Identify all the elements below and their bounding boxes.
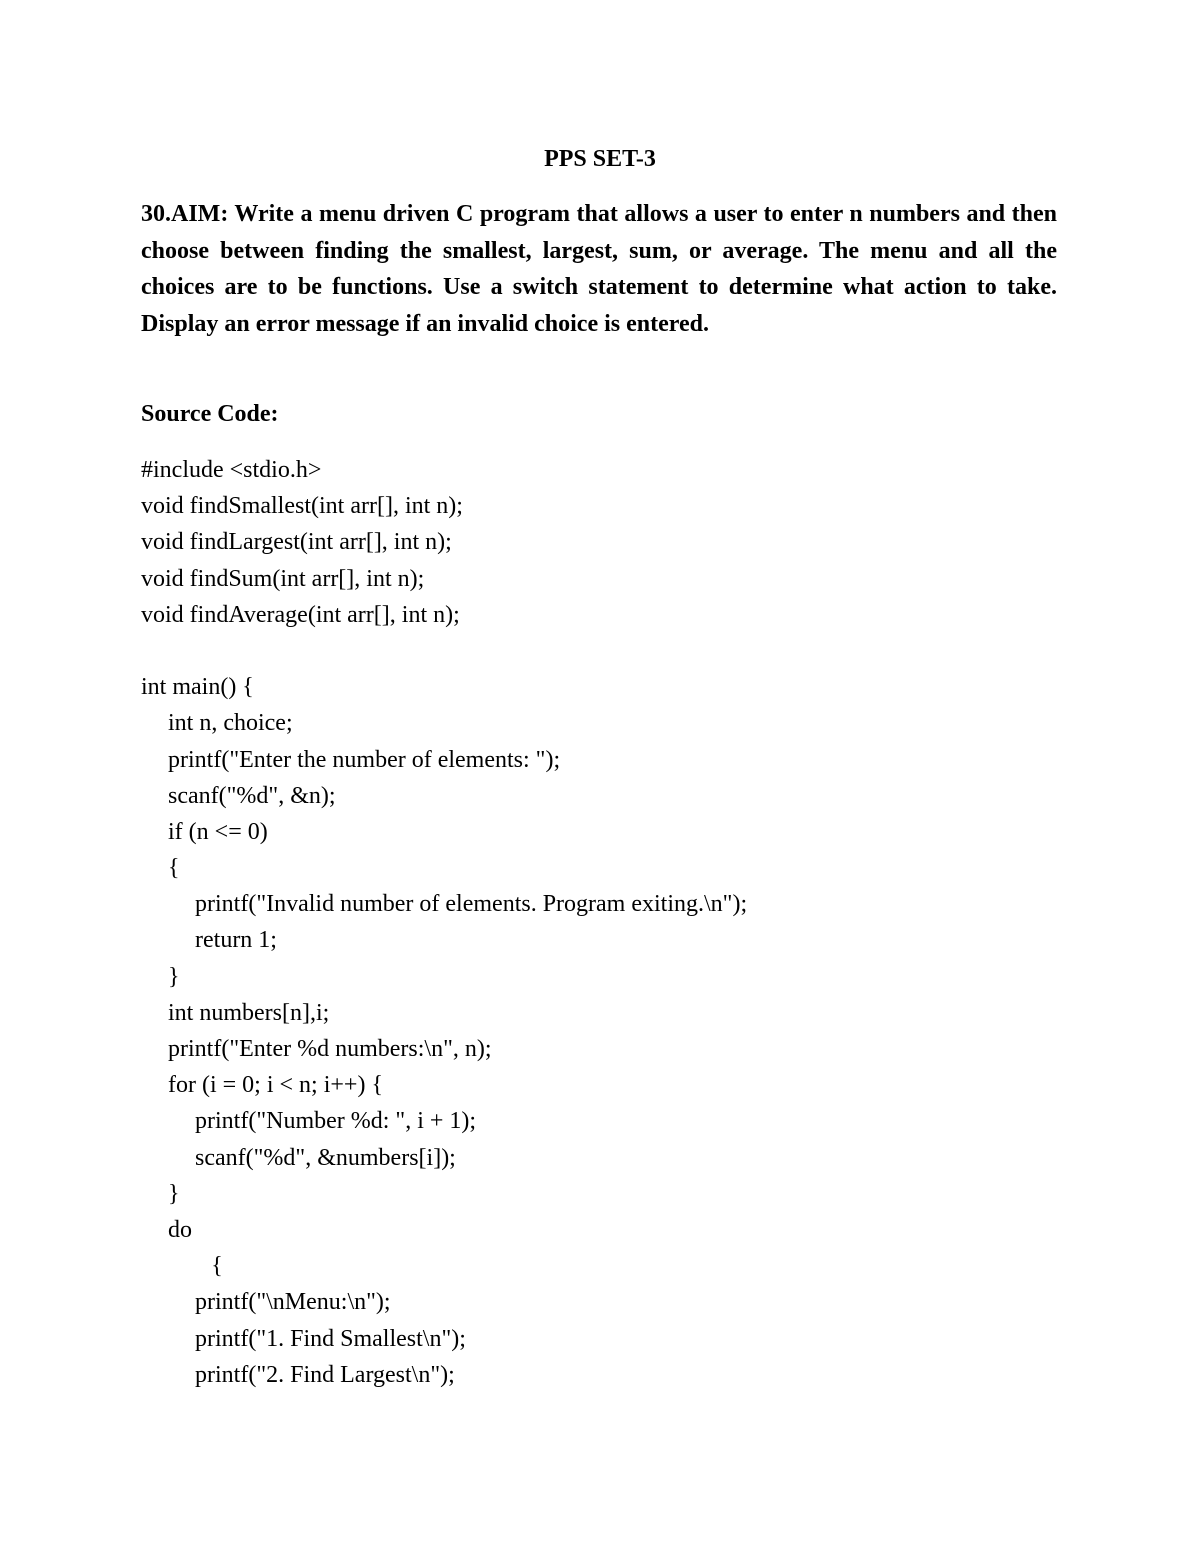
code-line bbox=[141, 633, 1101, 669]
code-line: int numbers[n],i; bbox=[168, 999, 330, 1026]
code-line: printf("2. Find Largest\n"); bbox=[195, 1361, 455, 1388]
code-line: printf("\nMenu:\n"); bbox=[195, 1289, 391, 1316]
code-line: #include <stdio.h> bbox=[141, 457, 322, 483]
code-line: printf("Invalid number of elements. Program exiting.\n"); bbox=[195, 891, 748, 918]
code-line: for (i = 0; i < n; i++) { bbox=[168, 1072, 383, 1099]
code-line: printf("Enter the number of elements: "); bbox=[168, 746, 561, 773]
source-code-heading: Source Code: bbox=[141, 401, 279, 427]
code-line: { bbox=[211, 1253, 223, 1280]
code-line: printf("1. Find Smallest\n"); bbox=[195, 1325, 466, 1352]
code-line: void findSum(int arr[], int n); bbox=[141, 565, 425, 592]
code-line: printf("Number %d: ", i + 1); bbox=[195, 1108, 477, 1135]
code-line: int n, choice; bbox=[168, 710, 293, 737]
code-line: { bbox=[168, 855, 180, 882]
code-line: if (n <= 0) bbox=[168, 818, 268, 845]
code-line: scanf("%d", &n); bbox=[168, 782, 336, 809]
aim-paragraph: 30.AIM: Write a menu driven C program that allows a user to enter n numbers and then choose between finding the smallest, largest, sum, or average. The menu and all the choices are to be functions. Use a switch statement to determine what action to take. Display an error message if an invalid choice is entered. bbox=[141, 201, 1057, 337]
page-title: PPS SET-3 bbox=[544, 146, 656, 172]
code-block bbox=[141, 452, 1101, 1393]
code-line: void findSmallest(int arr[], int n); bbox=[141, 493, 463, 520]
code-line: void findAverage(int arr[], int n); bbox=[141, 601, 460, 628]
code-line: void findLargest(int arr[], int n); bbox=[141, 529, 452, 556]
code-line: do bbox=[168, 1216, 192, 1243]
code-line: int main() { bbox=[141, 674, 254, 701]
code-line: return 1; bbox=[195, 927, 277, 954]
code-line: } bbox=[168, 963, 180, 990]
code-line: scanf("%d", &numbers[i]); bbox=[195, 1144, 456, 1171]
code-line: } bbox=[168, 1180, 180, 1207]
code-line: printf("Enter %d numbers:\n", n); bbox=[168, 1036, 492, 1062]
